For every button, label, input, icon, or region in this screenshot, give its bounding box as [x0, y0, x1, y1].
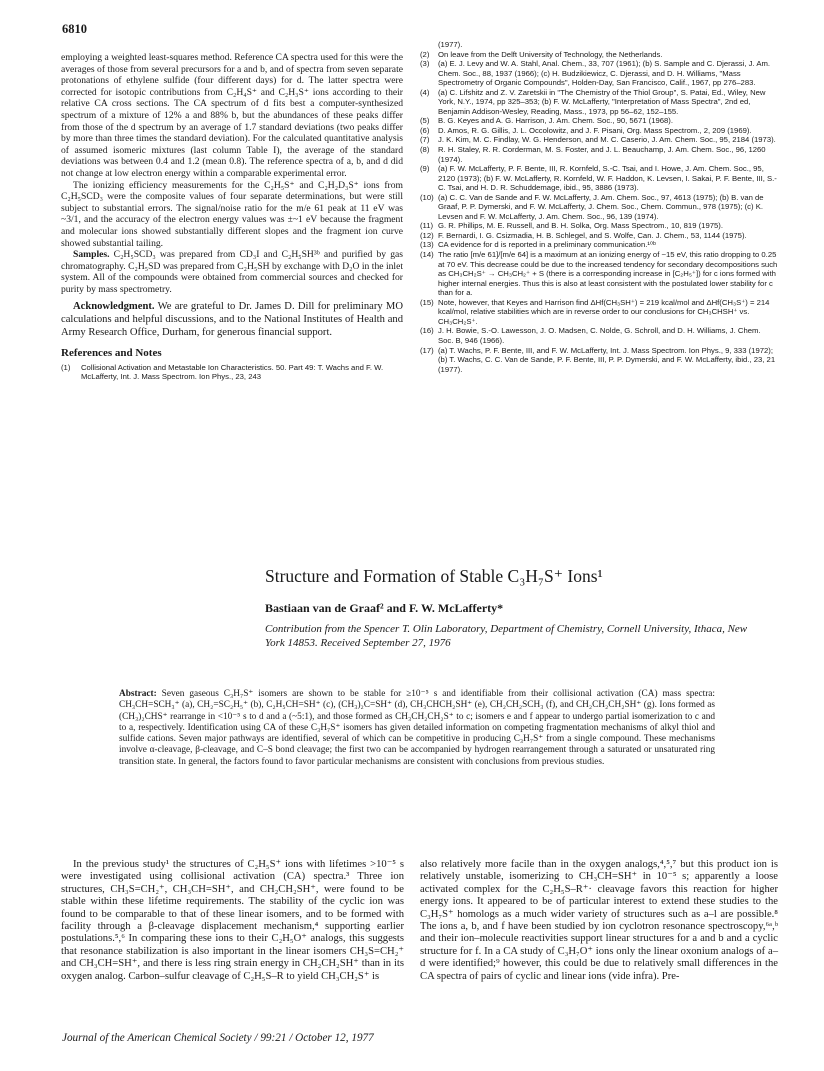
reference-text: On leave from the Delft University of Technology, the Netherlands. [438, 49, 663, 59]
reference-number: (13) [420, 240, 434, 250]
reference-text: CA evidence for d is reported in a preliminary communication.¹⁰ᵇ [438, 240, 656, 250]
reference-number: (17) [420, 345, 434, 355]
reference-item [420, 164, 778, 193]
reference-item [420, 250, 778, 298]
reference-number: (10) [420, 192, 434, 202]
acknowledgment-text: We are grateful to Dr. James D. Dill for preliminary MO calculations and helpful discussions, and to the National Institutes of Health and Army Research Office, Durham, for generous financial support. [61, 301, 403, 338]
reference-item [420, 116, 778, 126]
reference-item [420, 40, 778, 50]
paragraph-samples [61, 249, 403, 295]
reference-item [420, 59, 778, 88]
reference-text: (a) T. Wachs, P. F. Bente, III, and F. W. McLafferty, Int. J. Mass Spectrom. Ion Phys., 9, 333 (1972); (b) T. Wachs, C. C. Van de Sande, P. F. Bente, III, P. P. Dymerski, and F. W. McLafferty, ibid., 23, 21 (1977). [438, 345, 776, 374]
reference-number: (14) [420, 250, 434, 260]
reference-text: Collisional Activation and Metastable Ion Characteristics. 50. Part 49: T. Wachs and F. W. McLafferty, Int. J. Mass Spectrom. Ion Phys., 23, 243 [81, 362, 384, 382]
reference-number: (16) [420, 326, 434, 336]
reference-item [420, 126, 778, 136]
article-title: Structure and Formation of Stable C₃H₇S⁺ Ions¹ [265, 566, 603, 586]
reference-number: (5) [420, 116, 430, 126]
reference-number: (1) [61, 362, 71, 372]
article-affiliation: Contribution from the Spencer T. Olin Laboratory, Department of Chemistry, Cornell University, Ithaca, New York 14853. Received September 27, 1976 [265, 623, 748, 649]
reference-text: (a) F. W. McLafferty, P. F. Bente, III, R. Kornfeld, S.-C. Tsai, and I. Howe, J. Am. Chem. Soc., 95, 2120 (1973); (b) F. W. McLafferty, R. Kornfeld, W. F. Haddon, K. Levsen, I. Sakai, P. F. Bente, III, S.-C. Tsai, and H. D. R. Schuddemage, ibid., 95, 3886 (1973). [438, 164, 777, 193]
reference-item [420, 50, 778, 60]
reference-item [420, 193, 778, 222]
reference-number: (9) [420, 164, 430, 174]
reference-item [61, 363, 403, 382]
page-number: 6810 [62, 22, 87, 36]
reference-item [420, 88, 778, 117]
reference-item [420, 240, 778, 250]
reference-number: (3) [420, 59, 430, 69]
abstract-text: Seven gaseous C₃H₇S⁺ isomers are shown to be stable for ≥10⁻⁵ s and identifiable from their collisional activation (CA) mass spectra: CH₃CH=SCH₃⁺ (a), CH₂=SC₂H₅⁺ (b), C₂H₅CH=SH⁺ (c), (CH₃)₂C=SH⁺ (d), CH₃CHCH₂SH⁺ (e), CH₂CH₂SCH₃ (f), and CH₂CH₂CH₂SH⁺ (g). Ions formed as (CH₃)₂CHS⁺ rearrange in <10⁻⁵ s to d and a (~5:1), and those formed as CH₃CH₂CH₂S⁺ to c; isomers e and f appear to undergo partial isomerization to c and to a, respectively. Identification using CA of these C₃H₇S⁺ isomers has given detailed information on competing fragmentation mechanisms of alkyl thiol and sulfide cations. Seven major pathways are identified, several of which can be competitive in producing C₃H₇S⁺ from a single compound. These mechanisms involve α-cleavage, β-cleavage, and C–S bond cleavage; the first two can be accompanied by hydrogen rearrangement through a saturated or unsaturated ring transition state. In general, the factors found to favor particular mechanisms are consistent with conclusions from previous studies. [119, 689, 715, 767]
body-right-column [420, 859, 778, 983]
body-left-column [61, 859, 404, 983]
reference-text: G. R. Phillips, M. E. Russell, and B. H. Solka, Org. Mass Spectrom., 10, 819 (1975). [438, 221, 723, 231]
references-heading: References and Notes [61, 347, 162, 360]
reference-item [420, 346, 778, 375]
reference-item [420, 221, 778, 231]
reference-item [420, 135, 778, 145]
left-column [61, 52, 403, 382]
reference-text: (a) C. Lifshitz and Z. V. Zaretskii in "The Chemistry of the Thiol Group", S. Patai, Ed., Wiley, New York, N.Y., 1974, pp 325–353; (b) F. W. McLafferty, "Interpretation of Mass Spectra", 2nd ed, Benjamin Addison-Wesley, Reading, Mass., 1973, pp 56–62, 152–155. [438, 87, 766, 116]
reference-number: (2) [420, 49, 430, 59]
reference-text: The ratio [m/e 61]/[m/e 64] is a maximum at an ionizing energy of ~15 eV, this ratio dropping to 0.25 at 70 eV. This decrease could be due to the increased tendency for secondary decompositions such as CH₃CH₂S⁺ → CH₃CH₂⁺ + S (there is a corresponding increase in [C₂H₅⁺]) for c ions formed with higher internal energies. Thus this is also at least consistent with the postulated lower stability for c than for a. [438, 250, 778, 298]
reference-item [420, 298, 778, 327]
reference-text: D. Amos, R. G. Gillis, J. L. Occolowitz, and J. F. Pisani, Org. Mass Spectrom., 2, 209 (1969). [438, 125, 752, 135]
references-list [420, 40, 778, 374]
reference-number: (8) [420, 145, 430, 155]
reference-number: (11) [420, 221, 434, 231]
reference-text: (1977). [438, 40, 463, 49]
abstract-label: Abstract: [119, 689, 157, 699]
paragraph-text: C₂H₅SCD₃ was prepared from CD₃I and C₂H₅SH³ᵇ and purified by gas chromatography. C₂H₅SD was prepared from C₂H₅SH by exchange with D₂O in the inlet system. All of the compounds were obtained from commercial sources and checked for purity by mass spectrometry. [61, 249, 403, 295]
reference-item [420, 231, 778, 241]
reference-text: (a) E. J. Levy and W. A. Stahl, Anal. Chem., 33, 707 (1961); (b) S. Sample and C. Djerassi, J. Am. Chem. Soc., 88, 1937 (1966); (c) H. Budzikiewicz, C. Djerassi, and D. H. Williams, "Mass Spectrometry of Organic Compounds", Holden-Day, San Francisco, Calif., 1967, pp 276–283. [438, 59, 770, 88]
run-in-heading: Samples. [73, 249, 110, 261]
abstract [119, 689, 715, 768]
reference-item [420, 145, 778, 164]
reference-number: (4) [420, 87, 430, 97]
reference-text: B. G. Keyes and A. G. Harrison, J. Am. Chem. Soc., 90, 5671 (1968). [438, 116, 674, 126]
paragraph: The ionizing efficiency measurements for the C₂H₅S⁺ and C₂H₂D₃S⁺ ions from C₂H₅SCD₃ were the composite values of four separate determinations, but were still subject to substantial errors. The signal/noise ratio for the m/e 61 peak at 11 eV was ~3/1, and the accuracy of the electron energy values was ±~1 eV because the fragment and molecular ions showed substantially different slopes and the fragment ion curve showed substantial tailing. [61, 179, 403, 249]
reference-number: (6) [420, 125, 430, 135]
reference-number: (15) [420, 297, 434, 307]
reference-number: (7) [420, 135, 430, 145]
reference-text: J. H. Bowie, S.-O. Lawesson, J. O. Madsen, C. Nolde, G. Schroll, and D. H. Williams, J. Chem. Soc. B, 946 (1966). [438, 326, 761, 345]
reference-text: J. K. Kim, M. C. Findlay, W. G. Henderson, and M. C. Caserio, J. Am. Chem. Soc., 95, 2184 (1973). [438, 135, 776, 145]
reference-text: R. H. Staley, R. R. Corderman, M. S. Foster, and J. L. Beauchamp, J. Am. Chem. Soc., 96, 1260 (1974). [438, 145, 766, 164]
paragraph: employing a weighted least-squares method. Reference CA spectra used for this were the averages of those from several precursors for a and b, and of spectra from seven separate protonations of ethylene sulfide (four different days) for d. The latter spectra were corrected for isotopic contributions from C₂H₄S⁺ and C₂H₃S⁺ ions according to their relative CA cross sections. The CA spectrum of d fits best a computer-synthesized spectrum of a mixture of 12% a and 88% b, but the abundances of these peaks differ from those of the d spectrum by an average of 1.7 standard deviations (two peaks differ by more than three times the standard deviation). For the calculated quantitative analysis of assumed isomeric mixtures (last column Table I), the average of the standard deviations was between 0.4 and 1.2 (mean 0.8). The reference spectra of a, b, and d did not change at low electron energy within a comparable experimental error. [61, 52, 403, 179]
paragraph: also relatively more facile than in the oxygen analogs,⁴,⁵,⁷ but this product ion is relatively unstable, isomerizing to CH₃CH=SH⁺ in 10⁻⁵ s; apparently a loose activated complex for the C₂H₅S–R⁺· cleavage favors this reaction for higher energy ions. It appeared to be of particular interest to extend these studies to the C₃H₇S⁺ homologs as a much wider variety of structures such as a–l are possible.⁸ The ions a, b, and f have been studied by ion cyclotron resonance spectroscopy,⁶ᵃ,ᵇ and their ion–molecule reactivities support linear structures for a and b and a cyclic structure for f. In a CA study of C₃H₇O⁺ ions only the linear oxonium analogs of a–d were identified;⁹ however, this could be due to relatively small differences in the CA spectra of pairs of cyclic and linear ions (vide infra). Pre- [420, 859, 778, 982]
reference-number: (12) [420, 230, 434, 240]
acknowledgment [61, 301, 403, 339]
reference-text: F. Bernardi, I. G. Csizmadia, H. B. Schlegel, and S. Wolfe, Can. J. Chem., 53, 1144 (1975). [438, 230, 747, 240]
journal-footer: Journal of the American Chemical Society / 99:21 / October 12, 1977 [62, 1032, 374, 1044]
paragraph: In the previous study¹ the structures of C₂H₅S⁺ ions with lifetimes >10⁻⁵ s were investigated using collisional activation (CA) spectra.³ Three ion structures, CH₃S=CH₂⁺, CH₃CH=SH⁺, and CH₂CH₂SH⁺, were found to be stable within these lifetime requirements. The stability of the cyclic ion was found to be comparable to that of these linear isomers, and to be formed with facility through a β-cleavage displacement mechanism,⁴ supporting earlier postulations.⁵,⁶ In comparing these ions to their C₂H₅O⁺ analogs, this suggests that resonance stabilization is also important in the linear isomers CH₃S=CH₂⁺ and CH₃CH=SH⁺, and there is less ring strain energy in CH₂CH₂SH⁺ than in its oxygen analog. Carbon–sulfur cleavage of C₂H₅S–R to yield CH₃CH₂S⁺ is [61, 859, 404, 982]
reference-item [420, 326, 778, 345]
reference-text: Note, however, that Keyes and Harrison find ΔHf(CH₃SH⁺) = 219 kcal/mol and ΔHf(CH₃S⁺) = 214 kcal/mol, relative stabilities which are in reverse order to our conclusions for CH₃CHSH⁺ vs. CH₃CH₂S⁺. [438, 297, 770, 326]
reference-text: (a) C. C. Van de Sande and F. W. McLafferty, J. Am. Chem. Soc., 97, 4613 (1975); (b) B. van de Graaf, P. P. Dymerski, and F. W. McLafferty, J. Chem. Soc., Chem. Commun., 978 (1975); (c) K. Levsen and F. W. McLafferty, J. Am. Chem. Soc., 96, 139 (1974). [438, 192, 764, 221]
article-authors: Bastiaan van de Graaf² and F. W. McLafferty* [265, 601, 504, 615]
run-in-heading: Acknowledgment. [73, 301, 155, 313]
